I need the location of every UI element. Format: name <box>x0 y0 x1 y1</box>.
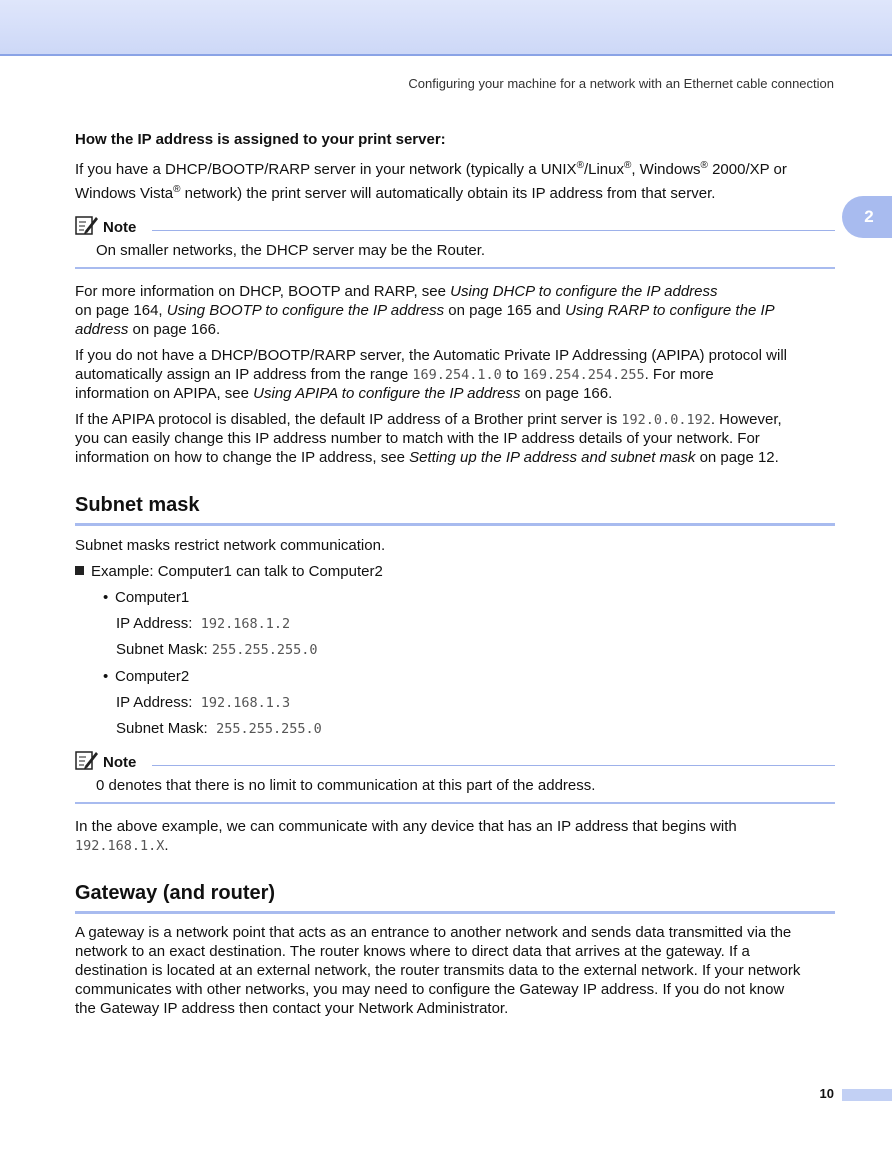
ip-assign-heading: How the IP address is assigned to your print server: <box>75 131 446 148</box>
computer1-mask: Subnet Mask: 255.255.255.0 <box>116 641 318 658</box>
note-label: Note <box>103 219 137 236</box>
note-text: 0 denotes that there is no limit to communication at this part of the address. <box>96 777 596 794</box>
subnet-example: Example: Computer1 can talk to Computer2 <box>69 562 835 581</box>
running-header: Configuring your machine for a network with an Ethernet cable connection <box>408 76 834 91</box>
pencil-note-icon <box>75 749 99 771</box>
ip-assign-para2-line2: on page 164, Using BOOTP to configure the IP address on page 165 and Using RARP to configure the IP <box>75 302 775 319</box>
link-rarp-cont[interactable]: address <box>75 321 129 338</box>
computer2-ip: IP Address: 192.168.1.3 <box>116 694 291 711</box>
note-box-1 <box>75 214 835 260</box>
note-end-rule <box>75 802 835 804</box>
page-number: 10 <box>819 1086 834 1101</box>
note-label: Note <box>103 754 137 771</box>
computer2-mask: Subnet Mask: 255.255.255.0 <box>116 720 322 737</box>
ip-assign-para4-line2: you can easily change this IP address number to match with the IP address details of your network. For <box>75 430 760 447</box>
gateway-line-1: A gateway is a network point that acts as an entrance to another network and sends data transmitted via the <box>75 924 792 941</box>
note-end-rule <box>75 267 835 269</box>
subnet-outro-line2: 192.168.1.X. <box>75 837 169 854</box>
note-header <box>75 214 835 236</box>
note-rule <box>152 765 835 766</box>
gateway-line-2: network to an exact destination. The router knows where to direct data that arrives at the gateway. If a <box>75 943 750 960</box>
subnet-intro: Subnet masks restrict network communication. <box>75 537 386 554</box>
ip-assign-para1-line1: If you have a DHCP/BOOTP/RARP server in your network (typically a UNIX®/Linux®, Windows® 2000/XP or <box>75 160 787 178</box>
square-bullet-icon <box>75 566 84 575</box>
link-bootp[interactable]: Using BOOTP to configure the IP address <box>166 302 445 319</box>
ip-assign-para3-line2: automatically assign an IP address from the range 169.254.1.0 to 169.254.254.255. For more <box>75 366 714 383</box>
note-rule <box>152 230 835 231</box>
ip-assign-para4-line3: information on how to change the IP address, see Setting up the IP address and subnet mask on page 12. <box>75 449 779 466</box>
ip-assign-para2-line3: address on page 166. <box>75 321 221 338</box>
link-dhcp[interactable]: Using DHCP to configure the IP address <box>450 283 718 300</box>
gateway-line-3: destination is located at an external network, the router transmits data to the external network. If your network <box>75 962 801 979</box>
subnet-heading: Subnet mask <box>75 494 835 526</box>
link-apipa[interactable]: Using APIPA to configure the IP address <box>253 385 521 402</box>
dot-bullet-icon: • <box>103 668 109 685</box>
note-box-2 <box>75 749 835 795</box>
gateway-heading: Gateway (and router) <box>75 882 835 914</box>
computer1-name: • Computer1 <box>103 589 190 606</box>
link-rarp[interactable]: Using RARP to configure the IP <box>565 302 775 319</box>
ip-assign-para3-line3: information on APIPA, see Using APIPA to configure the IP address on page 166. <box>75 385 613 402</box>
gateway-line-5: the Gateway IP address then contact your Network Administrator. <box>75 1000 509 1017</box>
ip-assign-para2-line1: For more information on DHCP, BOOTP and RARP, see Using DHCP to configure the IP address <box>75 283 718 300</box>
pencil-note-icon <box>75 214 99 236</box>
ip-assign-para3-line1: If you do not have a DHCP/BOOTP/RARP server, the Automatic Private IP Addressing (APIPA) protocol will <box>75 347 787 364</box>
chapter-tab: 2 <box>842 196 892 238</box>
computer2-name: • Computer2 <box>103 668 190 685</box>
computer1-ip: IP Address: 192.168.1.2 <box>116 615 291 632</box>
ip-assign-para1-line2: Windows Vista® network) the print server will automatically obtain its IP address from that server. <box>75 184 716 202</box>
note-text: On smaller networks, the DHCP server may be the Router. <box>96 242 486 259</box>
subnet-outro-line1: In the above example, we can communicate with any device that has an IP address that begins with <box>75 818 737 835</box>
note-header <box>75 749 835 771</box>
page-number-bar <box>842 1089 892 1101</box>
dot-bullet-icon: • <box>103 589 109 606</box>
link-subnet-setup[interactable]: Setting up the IP address and subnet mask <box>409 449 696 466</box>
ip-assign-para4-line1: If the APIPA protocol is disabled, the default IP address of a Brother print server is 192.0.0.192. However, <box>75 411 782 428</box>
gateway-line-4: communicates with other networks, you may need to configure the Gateway IP address. If you do not know <box>75 981 785 998</box>
top-band <box>0 0 892 56</box>
